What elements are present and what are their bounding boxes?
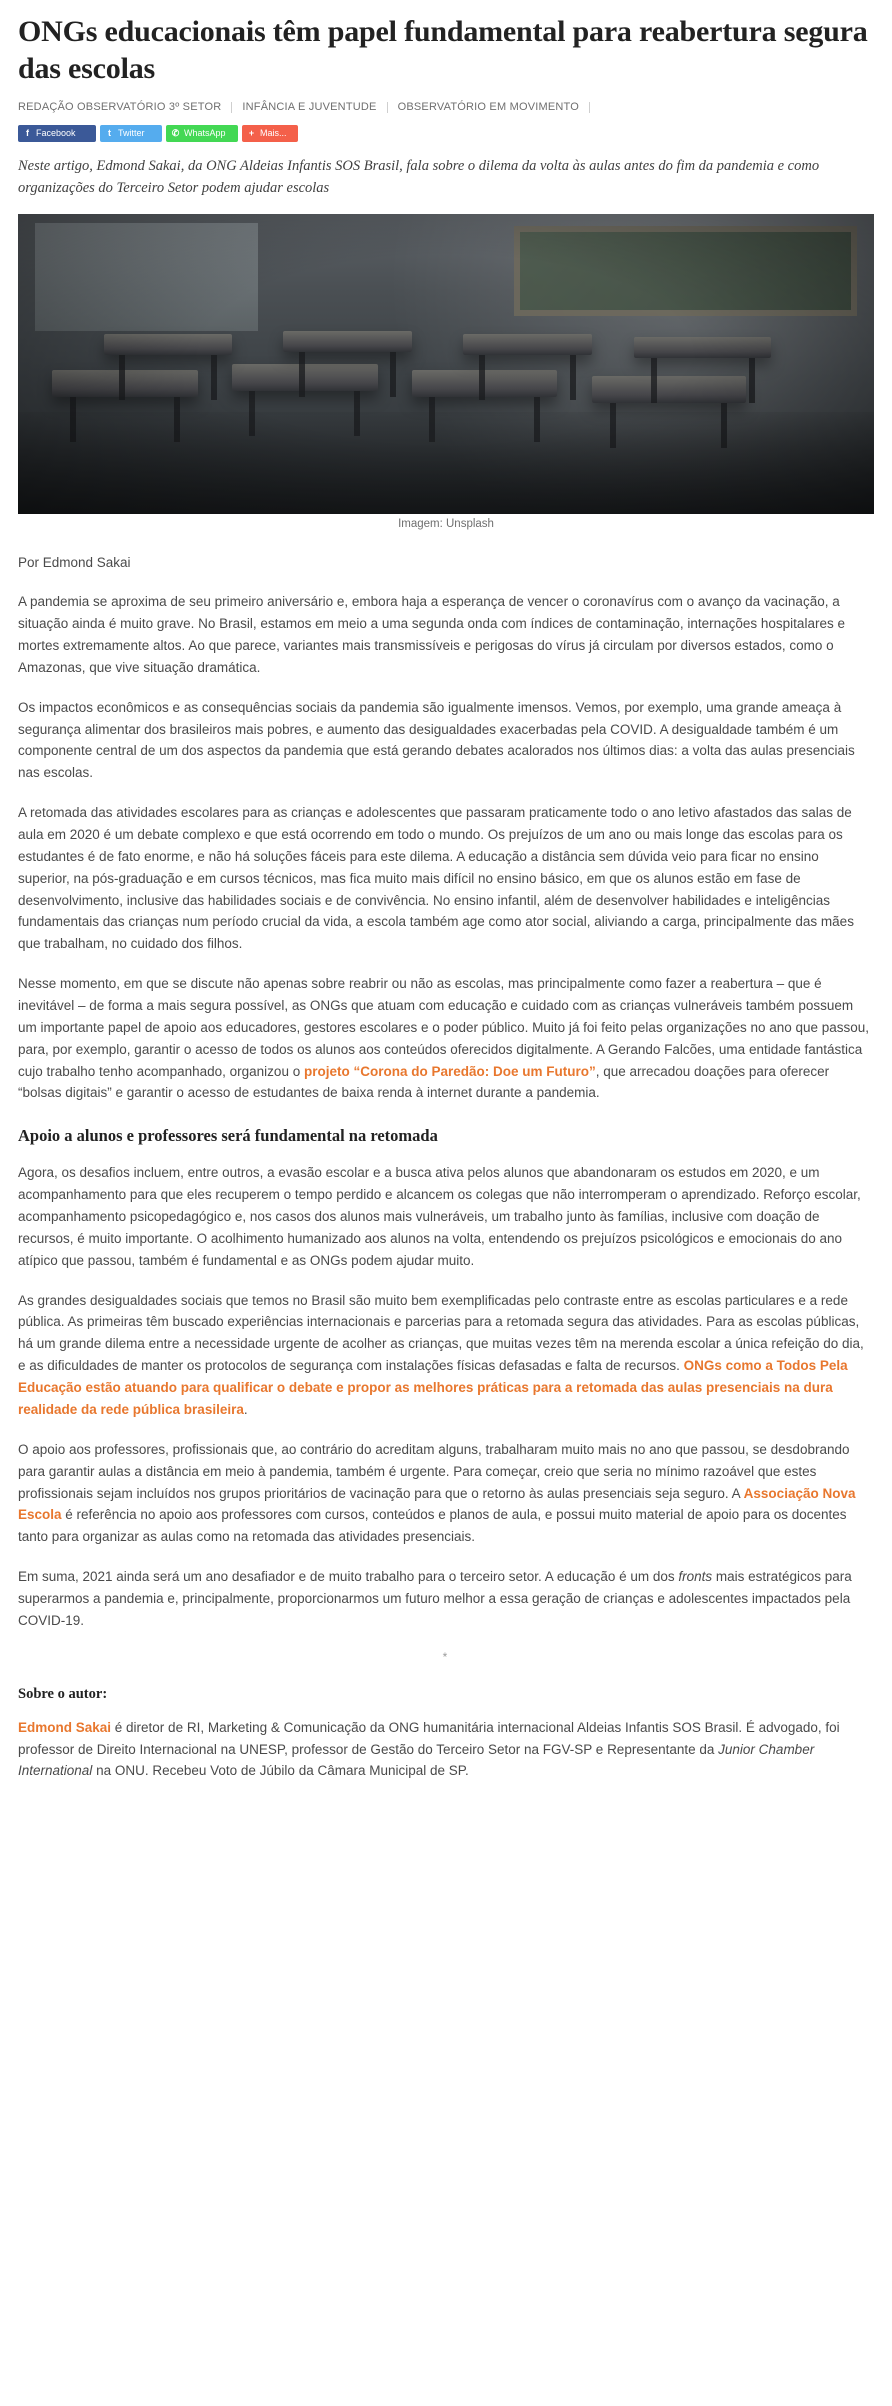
- meta-author[interactable]: REDAÇÃO OBSERVATÓRIO 3º SETOR: [18, 101, 222, 114]
- classroom-photo: [18, 214, 874, 514]
- paragraph-5: Agora, os desafios incluem, entre outros, a evasão escolar e a busca ativa pelos alunos que abandonaram os estudos em 2020, e um acompanhamento para que eles recuperem o tempo perdido e alcancem os colegas que não interromperam o aprendizado. Reforço escolar, acompanhamento psicopedagógico e, nos casos dos alunos mais vulneráveis, um trabalho junto às famílias, inclusive com doação de recursos, é muito importante. O acolhimento humanizado aos alunos na volta, entendendo os prejuízos psicológicos e emocionais do ano atípico que passou, também é fundamental e as ONGs podem ajudar muito.: [18, 1165, 861, 1268]
- corona-do-paredao-link[interactable]: projeto “Corona do Paredão: Doe um Futuro”: [303, 1063, 596, 1079]
- highlight-todos-pela-educacao[interactable]: ONGs como a Todos Pela Educação estão atuando para qualificar o debate e propor as melhores práticas para a retomada das aulas presenciais na dura realidade da rede pública brasileira: [18, 1358, 848, 1417]
- share-bar: [18, 125, 874, 142]
- paragraph-8-italic: fronts: [678, 1569, 713, 1585]
- page-title: ONGs educacionais têm papel fundamental para reabertura segura das escolas: [18, 15, 868, 85]
- author-name: Edmond Sakai: [18, 1719, 112, 1735]
- about-author-title: Sobre o autor:: [18, 1685, 108, 1702]
- paragraph-8-part1: Em suma, 2021 ainda será um ano desafiador e de muito trabalho para o terceiro setor. A educação é um dos: [18, 1569, 679, 1585]
- paragraph-7-before: O apoio aos professores, profissionais que, ao contrário do acreditam alguns, trabalharam muito mais no ano que passou, se desdobrando para garantir aulas a distância em meio à pandemia, também é urgente. Para começar, creio que seria no mínimo razoável que estes profissionais sejam incluídos nos grupos prioritários de vacinação para que o retorno às aulas presenciais seja seguro. A: [18, 1441, 850, 1501]
- plus-icon: +: [248, 128, 255, 139]
- share-facebook-label: Facebook: [36, 128, 76, 139]
- paragraph-6-before: As grandes desigualdades sociais que temos no Brasil são muito bem exemplificadas pelo contraste entre as escolas particulares e a rede pública. As primeiras têm buscado experiências internacionais e parcerias para a retomada segura das atividades. Para as escolas públicas, há um grande dilema entre a necessidade urgente de acolher as crianças, que muitas vezes têm na merenda escolar a única refeição do dia, e as dificuldades de manter os protocolos de segurança com instalações físicas defasadas e falta de recursos.: [18, 1292, 864, 1374]
- twitter-icon: t: [108, 128, 111, 139]
- article-meta: [18, 101, 874, 113]
- meta-divider: [387, 102, 388, 113]
- paragraph-6: [18, 1290, 874, 1421]
- meta-divider: [231, 102, 232, 113]
- paragraph-4-before: Nesse momento, em que se discute não apenas sobre reabrir ou não as escolas, mas principalmente como fazer a reabertura – que é inevitável – de forma a mais segura possível, as ONGs que atuam com educação e cuidado com as crianças vulneráveis também possuem um importante papel de apoio aos educadores, gestores escolares e o poder público. Muito já foi feito pelas organizações no ano que passou, para, por exemplo, garantir o acesso de todos os alunos aos conteúdos oferecidos digitalmente. A Gerando Falcões, uma entidade fantástica cujo trabalho tenho acompanhado, organizou o: [18, 976, 870, 1079]
- paragraph-4: [18, 973, 874, 1104]
- about-text-2: na ONU. Recebeu Voto de Júbilo da Câmara Municipal de SP.: [92, 1763, 469, 1779]
- paragraph-4-after: , que arrecadou doações para oferecer “bolsas digitais” e garantir o acesso de estudantes de baixa renda à internet durante a pandemia.: [18, 1063, 830, 1101]
- about-author-text: [18, 1717, 874, 1783]
- paragraph-8-part2: mais estratégicos para superarmos a pandemia e, principalmente, proporcionarmos um futuro melhor a essa geração de crianças e adolescentes impactados pela COVID-19.: [18, 1569, 852, 1628]
- share-whatsapp-label: WhatsApp: [184, 128, 226, 139]
- share-more-button[interactable]: [242, 125, 298, 142]
- facebook-icon: f: [26, 128, 29, 139]
- share-whatsapp-button[interactable]: [166, 125, 238, 142]
- whatsapp-icon: ✆: [171, 128, 180, 139]
- paragraph-7-after: é referência no apoio aos professores com cursos, conteúdos e planos de aula, e possui muito material de apoio para os docentes tanto para organizar as aulas como na retomada das atividades presenciais.: [18, 1507, 847, 1545]
- paragraph-6-after: .: [243, 1401, 248, 1417]
- share-facebook-button[interactable]: [18, 125, 96, 142]
- paragraph-2: Os impactos econômicos e as consequências sociais da pandemia são igualmente imensos. Vemos, por exemplo, uma grande ameaça à segurança alimentar dos brasileiros mais pobres, e aumento das desigualdades exacerbadas pela COVID. A desigualdade também é um componente central de um dos aspectos da pandemia que está gerando debates acalorados nos últimos dias: a volta das aulas presenciais nas escolas.: [18, 699, 855, 781]
- article-byline: Por Edmond Sakai: [18, 554, 131, 570]
- paragraph-7: [18, 1439, 874, 1548]
- meta-divider: [589, 102, 590, 113]
- photo-vignette: [18, 214, 874, 514]
- share-more-label: Mais...: [260, 128, 287, 139]
- share-twitter-label: Twitter: [118, 128, 145, 139]
- meta-category-infancia[interactable]: INFÂNCIA E JUVENTUDE: [242, 101, 377, 114]
- article-figure: [18, 214, 874, 530]
- image-caption: Imagem: Unsplash: [398, 517, 494, 530]
- meta-category-observatorio[interactable]: OBSERVATÓRIO EM MOVIMENTO: [397, 101, 580, 114]
- about-italic: Junior Chamber International: [18, 1741, 815, 1779]
- share-twitter-button[interactable]: [100, 125, 162, 142]
- paragraph-3: A retomada das atividades escolares para as crianças e adolescentes que passaram praticamente todo o ano letivo afastados das salas de aula em 2020 é um debate complexo e que está ocorrendo em todo o mundo. Os prejuízos de um ano ou mais longe das escolas para os estudantes é de fato enorme, e não há soluções fáceis para este dilema. A educação a distância sem dúvida veio para ficar no ensino superior, na pós-graduação e em cursos técnicos, mas fica muito mais difícil no ensino básico, em que os alunos estão em fase de desenvolvimento, inclusive das habilidades sociais e de convivência. No ensino infantil, além de desenvolver habilidades e inteligências fundamentais das crianças num período crucial da vida, a escola também age como ator social, aliviando a carga, principalmente das mães que trabalham, no cuidado dos filhos.: [18, 805, 854, 952]
- article-lead: Neste artigo, Edmond Sakai, da ONG Aldeias Infantis SOS Brasil, fala sobre o dilema da volta às aulas antes do fim da pandemia e como organizações do Terceiro Setor podem ajudar escolas: [18, 158, 820, 196]
- paragraph-8: [18, 1566, 874, 1632]
- section-subheading: Apoio a alunos e professores será fundamental na retomada: [18, 1126, 438, 1146]
- paragraph-1: A pandemia se aproxima de seu primeiro aniversário e, embora haja a esperança de vencer o coronavírus com o avanço da vacinação, a situação ainda é muito grave. No Brasil, estamos em meio a uma segunda onda com índices de contaminação, internações hospitalares e mortes extremamente altos. Ao que parece, variantes mais transmissíveis e perigosas do vírus já circulam por diversos estados, como o Amazonas, que vive situação dramática.: [18, 594, 845, 675]
- highlight-nova-escola[interactable]: Associação Nova Escola: [18, 1485, 856, 1523]
- about-text-1: é diretor de RI, Marketing & Comunicação da ONG humanitária internacional Aldeias Infantis SOS Brasil. É advogado, foi professor de Direito Internacional na UNESP, professor de Gestão do Terceiro Setor na FGV-SP e Representante da: [18, 1719, 840, 1757]
- section-divider: *: [442, 1649, 450, 1664]
